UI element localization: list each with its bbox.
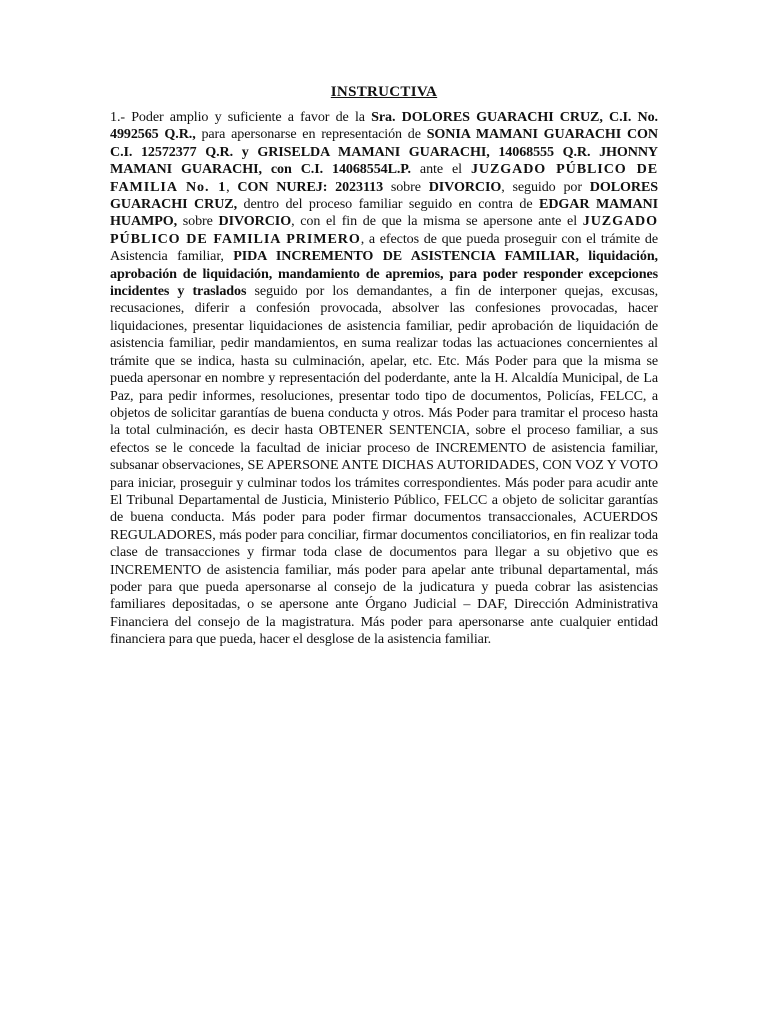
body-text-segment: 1.- Poder amplio y suficiente a favor de la xyxy=(110,109,372,125)
body-bold-segment: CON NUREJ: 2023113 xyxy=(237,178,384,195)
body-text-segment: , con el fin de que la misma se apersone ante el xyxy=(291,213,583,230)
body-bold-segment: DIVORCIO xyxy=(218,213,292,230)
body-text-segment: sobre xyxy=(383,178,429,195)
body-bold-segment: Sra. DOLORES GUARACHI CRUZ, C.I. No. 4992565 Q.R., xyxy=(110,109,658,143)
body-bold-segment: EDGAR MAMANI HUAMPO, xyxy=(110,196,658,230)
body-text-segment: seguido por los demandantes, a fin de interponer quejas, excusas, recusaciones, diferir a confesión provocada, absolver las confesiones provocadas, hacer liquidaciones, presentar liquidaciones de asistencia familiar, pedir aprobación de liquidación de asistencia familiar, pedir mandamientos, en suma realizar todas las actuaciones concernientes al trámite que se indica, hasta su culminación, apelar, etc. Etc. Más Poder para que la misma se pueda apersonar en nombre y representación del poderdante, ante la H. Alcaldía Municipal, de La Paz, para pedir informes, resoluciones, presentar todo tipo de documentos, Policías, FELCC, a objetos de solicitar garantías de buena conducta y otros. Más Poder para tramitar el proceso hasta la total culminación, es decir hasta OBTENER SENTENCIA, sobre el proceso familiar, a sus efectos se le concede la facultad de iniciar proceso de INCREMENTO de asistencia familiar, subsanar observaciones, SE APERSONE ANTE DICHAS AUTORIDADES, CON VOZ Y VOTO para iniciar, proseguir y culminar todos los trámites correspondientes. Más poder para acudir ante El Tribunal Departamental de Justicia, Ministerio Público, FELCC a objeto de solicitar garantías de buena conducta. Más poder para poder firmar documentos transaccionales, ACUERDOS REGULADORES, más poder para conciliar, firmar documentos conciliatorios, en fin realizar toda clase de transacciones y firmar toda clase de documentos para llegar a su objetivo que es INCREMENTO de asistencia familiar, más poder para apelar ante tribunal departamental, más poder para que pueda apersonarse al consejo de la judicatura y pueda cobrar las asistencias familiares depositadas, o se apersone ante Órgano Judicial – DAF, Dirección Administrativa Financiera del consejo de la magistratura. Más poder para apersonarse ante cualquier entidad financiera para que pueda, hacer el desglose de la asistencia familiar. xyxy=(110,283,659,648)
body-bold-segment: DOLORES GUARACHI CRUZ, xyxy=(110,178,658,213)
document-body xyxy=(110,109,658,649)
body-bold-segment: JUZGADO PÚBLICO DE FAMILIA No. 1 xyxy=(110,161,658,195)
body-text-segment: ante el xyxy=(410,161,471,178)
body-text-segment: sobre xyxy=(177,213,219,230)
document-title: INSTRUCTIVA xyxy=(330,84,438,100)
body-text-segment: , seguido por xyxy=(501,178,590,195)
body-text-segment: para apersonarse en representación de xyxy=(195,126,427,143)
body-bold-segment: DIVORCIO xyxy=(428,178,502,195)
body-bold-segment: JUZGADO PÚBLICO DE FAMILIA PRIMERO xyxy=(110,213,658,247)
body-text-segment: , a efectos de que pueda proseguir con el trámite de Asistencia familiar, xyxy=(110,230,658,265)
body-bold-segment: PIDA INCREMENTO DE ASISTENCIA FAMILIAR, liquidación, aprobación de liquidación, mandamiento de apremios, para poder responder excepciones incidentes y traslados xyxy=(110,248,658,300)
body-text-segment: , xyxy=(226,178,238,195)
body-bold-segment: SONIA MAMANI GUARACHI CON C.I. 12572377 Q.R. y GRISELDA MAMANI GUARACHI, 14068555 Q.R. JHONNY MAMANI GUARACHI, con C.I. 14068554L.P. xyxy=(110,126,658,178)
body-text-segment: dentro del proceso familiar seguido en contra de xyxy=(237,196,540,213)
